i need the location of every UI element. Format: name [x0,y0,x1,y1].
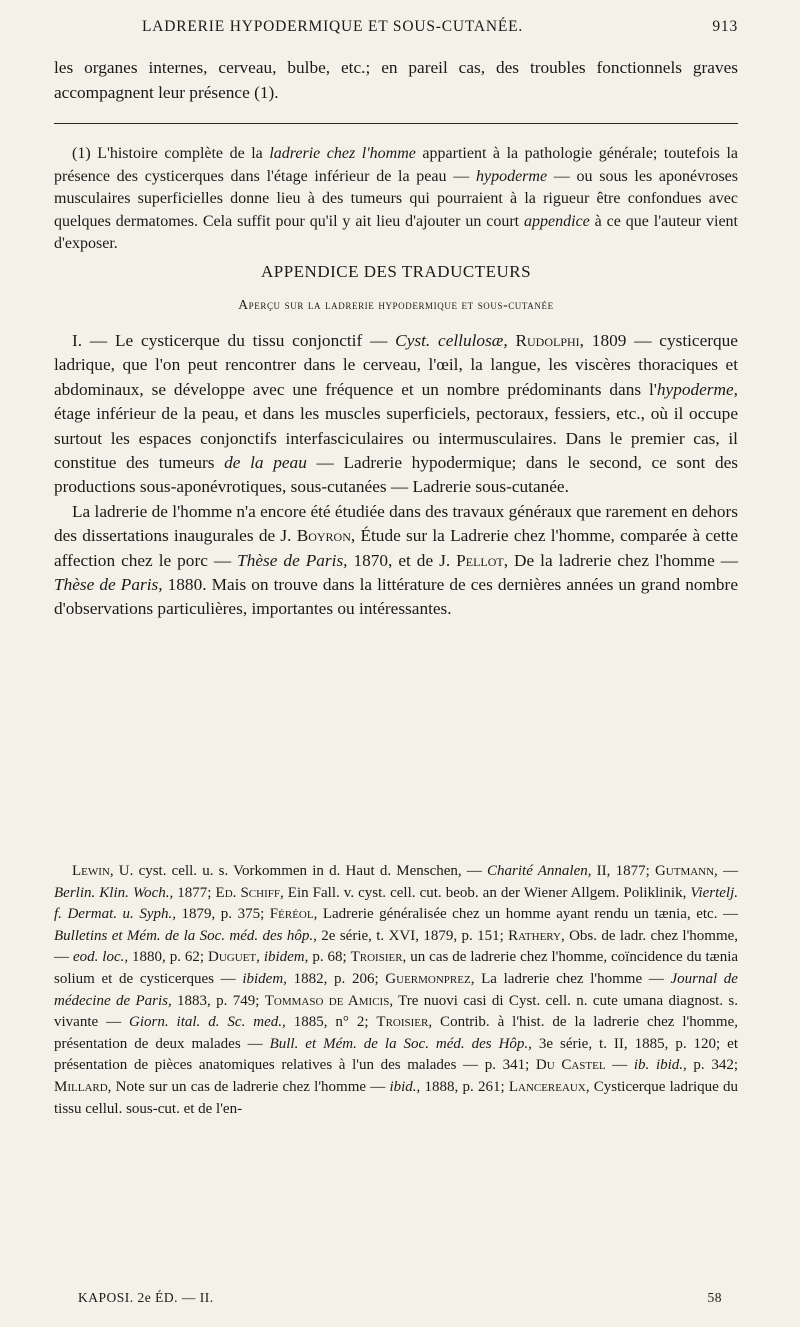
journal-title: Viertelj. f. Dermat. u. Syph., [54,884,739,923]
author-name: Troisier, [376,1014,433,1031]
text: 1870, et de J. [347,550,457,570]
text: — [717,863,738,879]
running-title: LADRERIE HYPODERMIQUE ET SOUS-CUTANÉE. [142,18,524,35]
author-name: Tommaso de Amicis, [264,992,394,1009]
footnote-text: — ou sous les aponévroses musculaires superficielles donne lieu à des tumeurs qui pourraient à la rigueur être confondues avec quelques dermatomes. Cela suffit pour qu'il y ait lieu d'ajouter un court [54,167,739,230]
text: 1880. Mais on trouve dans la littérature de ces dernières années un grand nombre d'observations particulières, importantes ou intéressantes. [54,575,738,619]
footnote-text: à ce que l'auteur vient d'exposer. [54,212,738,253]
text: — [605,1057,634,1074]
footnote-italic: hypoderme [475,167,548,185]
author-name: Gutmann, [654,863,718,879]
text: Note sur un cas de ladrerie chez l'homme — [111,1078,390,1095]
journal-title: Journal de médecine de Paris, [54,970,738,1009]
text: p. 342; [686,1057,738,1074]
journal-title: Bulletins et Mém. de la Soc. méd. des hôp., [54,927,317,944]
text: étage inférieur de la peau, et dans les muscles superficiels, pectoraux, fessiers, etc., où il occupe surtout les espaces conjonctifs interfasciculaires ou intermusculaires. Dans le premier cas, il constitue des tumeurs [54,404,738,473]
text: 1879, p. 375; [176,906,270,923]
text: Étude sur la Ladrerie chez l'homme, comparée à cette affection chez le porc — [54,526,738,570]
journal-title: ibidem, [242,970,287,987]
text: Tre nuovi casi di Cyst. cell. n. cute umana diagnost. s. vivante — [54,992,739,1031]
text: La ladrerie chez l'homme — [474,970,671,987]
journal-title: Berlin. Klin. Woch., [54,884,174,901]
italic-text: hypoderme, [656,379,738,399]
footnote-text: appartient à la pathologie générale; toutefois la présence des cysticerques dans l'étage inférieur de la peau — [54,145,739,185]
text: Cysticerque ladrique du tissu cellul. sous-cut. et de l'en- [54,1078,739,1117]
author-name: Duguet, [208,949,260,966]
text: Ladrerie généralisée chez un homme ayant rendu un tænia, etc. — [317,906,738,923]
text: I. — Le cysticerque du tissu conjonctif — [72,331,396,350]
author-name: Guermonprez, [385,970,475,987]
journal-title: ibidem, [263,949,309,966]
footnote-italic: ladrerie chez l'homme [269,145,416,162]
journal-title: ibid., [389,1078,421,1095]
text: 1809 — cysticerque ladrique, que l'on peut rencontrer dans le cerveau, l'œil, la langue, les viscères thoraciques et abdominaux, se développe avec une fréquence et un nombre prédominants dans l' [54,331,738,399]
italic-text: Thèse de Paris, [237,550,348,570]
text: 3e série, t. II, 1885, p. 120; et présentation de pièces anatomiques relatives à l'un des malades — p. 341; [54,1035,739,1074]
journal-title: Bull. et Mém. de la Soc. méd. des Hôp., [269,1035,532,1052]
appendix-subtitle: Aperçu sur la ladrerie hypodermique et sous-cutanée [238,297,554,312]
appendix-title: APPENDICE DES TRADUCTEURS [260,262,532,281]
text: un cas de ladrerie chez l'homme, coïncidence du tænia solium et de cysticerques — [54,949,739,987]
gathering-number: 58 [707,1290,722,1305]
journal-title: Charité Annalen, [487,863,592,879]
author-name: Pellot, [456,550,509,570]
text: Contrib. à l'hist. de la ladrerie chez l'homme, présentation de deux malades — [54,1014,738,1052]
appendix-paragraph-1 [54,329,738,500]
author-name: Troisier, [350,949,407,966]
text: 1885, n° 2; [285,1014,377,1031]
text: 2e série, t. XVI, 1879, p. 151; [316,927,509,944]
text: 1888, p. 261; [420,1078,509,1095]
author-name: Rudolphi, [507,331,584,350]
author-name: Ed. Schiff, [215,884,284,901]
author-name: Du Castel [535,1057,606,1074]
continued-paragraph [54,56,738,105]
italic-text: Cyst. cellulosæ, [395,331,508,350]
text: 1880, p. 62; [128,949,209,966]
journal-title: eod. loc., [72,949,129,966]
footnote-separator [54,123,738,124]
author-name: Lewin, [72,863,114,879]
italic-text: Thèse de Paris, [54,575,163,595]
journal-title: Giorn. ital. d. Sc. med., [129,1014,286,1031]
bibliography [54,861,738,1120]
text: La ladrerie de l'homme n'a encore été étudiée dans des travaux généraux que rarement en dehors des dissertations inaugurales de J. [54,501,738,546]
running-header [54,18,738,42]
author-name: Féréol, [269,906,318,923]
italic-text: de la peau [224,453,307,473]
text: 1883, p. 749; [171,992,265,1009]
footnote-text: (1) L'histoire complète de la [72,145,270,162]
footnote [54,143,738,256]
text: Obs. de ladr. chez l'homme, — [54,927,739,966]
author-name: Millard, [54,1078,112,1095]
author-name: Lancereaux, [508,1078,590,1095]
text: 1877; [173,884,216,901]
appendix-paragraph-2 [54,500,738,622]
text: II, 1877; [591,863,655,879]
text: U. cyst. cell. u. s. Vorkommen in d. Haut d. Menschen, — [113,863,488,879]
signature-mark: KAPOSI. 2e ÉD. — II. [78,1290,214,1305]
text: 1882, p. 206; [286,970,386,987]
author-name: Boyron, [296,526,356,546]
journal-title: ib. ibid., [633,1057,687,1074]
appendix-body [54,329,738,622]
text: Ein Fall. v. cyst. cell. cut. beob. an der Wiener Allgem. Poliklinik, [283,884,691,901]
page-number: 913 [712,18,738,35]
author-name: Rathery, [508,927,565,944]
footnote-italic: appendice [524,212,590,230]
text: p. 68; [308,949,351,966]
paragraph-text: les organes internes, cerveau, bulbe, etc.; en pareil cas, des troubles fonctionnels graves accompagnent leur présence (1). [54,58,738,102]
text: — Ladrerie hypodermique; dans le second, ce sont des productions sous-aponévrotiques, sous-cutanées — Ladrerie sous-cutanée. [54,453,738,497]
text: De la ladrerie chez l'homme — [508,550,739,570]
